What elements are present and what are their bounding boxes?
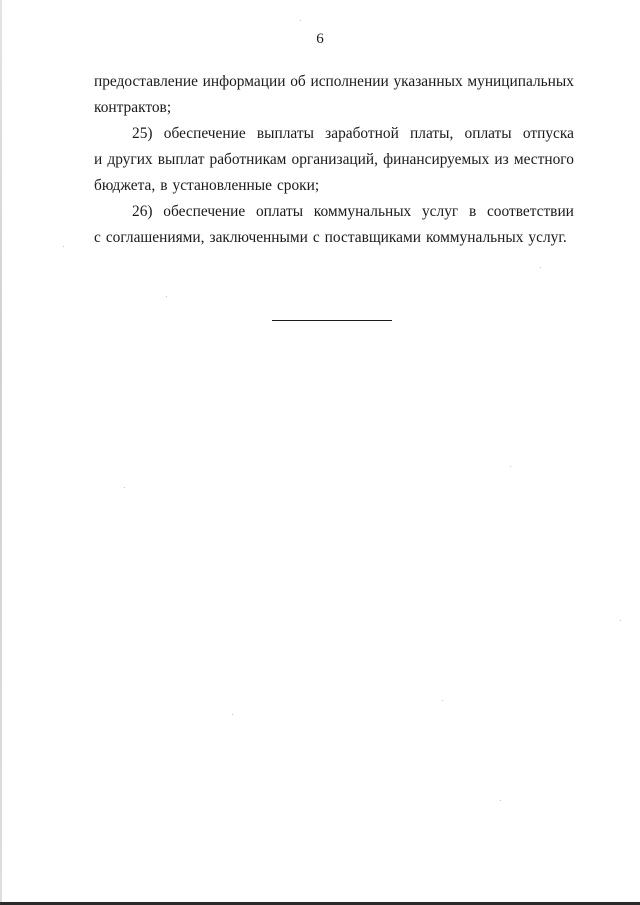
text-line — [94, 199, 574, 225]
scan-speck — [63, 246, 64, 247]
word: заработной — [325, 125, 399, 142]
word: об — [290, 73, 306, 90]
scan-speck — [510, 466, 511, 467]
scan-speck — [232, 714, 233, 715]
word: оплаты — [464, 125, 512, 142]
word: бюджета, — [94, 177, 156, 194]
text-line — [94, 69, 574, 95]
scan-speck — [620, 620, 621, 621]
word: с — [312, 229, 320, 246]
word: и — [94, 151, 103, 168]
word: выплат — [157, 151, 205, 168]
end-separator-line — [272, 320, 392, 321]
word: коммунальных — [425, 229, 524, 246]
word: в — [160, 177, 168, 194]
word: отпуска — [522, 125, 574, 142]
scan-speck — [166, 296, 167, 297]
page-number: 6 — [316, 31, 324, 47]
scan-speck — [442, 700, 443, 701]
word: контрактов; — [94, 99, 172, 116]
word: предоставление — [94, 73, 198, 90]
text-line — [94, 173, 574, 199]
list-number: 25) — [132, 125, 153, 142]
word: указанных — [393, 73, 463, 90]
word: информации — [202, 73, 286, 90]
word: организаций, — [291, 151, 378, 168]
text-line — [94, 225, 574, 251]
word: соответствии — [486, 203, 574, 220]
word: других — [107, 151, 153, 168]
word: платы, — [410, 125, 454, 142]
word: выплаты — [256, 125, 314, 142]
word: исполнении — [310, 73, 389, 90]
word: установленные — [172, 177, 272, 194]
word: работникам — [209, 151, 287, 168]
scan-speck — [300, 20, 301, 21]
word: из — [494, 151, 509, 168]
word: в — [468, 203, 477, 220]
scan-speck — [124, 487, 125, 488]
list-number: 26) — [132, 203, 153, 220]
scan-left-edge — [0, 0, 2, 905]
word: заключенными — [209, 229, 308, 246]
word: соглашениями, — [105, 229, 205, 246]
word: услуг. — [528, 229, 567, 246]
document-body — [94, 69, 574, 251]
word: обеспечение — [163, 203, 246, 220]
word: местного — [513, 151, 574, 168]
word: финансируемых — [383, 151, 490, 168]
scan-speck — [500, 800, 501, 801]
word: сроки; — [276, 177, 320, 194]
word: поставщиками — [324, 229, 421, 246]
word: муниципальных — [467, 73, 574, 90]
word: обеспечение — [163, 125, 246, 142]
text-line — [94, 121, 574, 147]
word: оплаты — [255, 203, 304, 220]
word: услуг — [421, 203, 459, 220]
word: коммунальных — [313, 203, 412, 220]
text-line — [94, 95, 574, 121]
word: с — [94, 229, 101, 246]
text-line — [94, 147, 574, 173]
scan-speck — [540, 267, 541, 268]
